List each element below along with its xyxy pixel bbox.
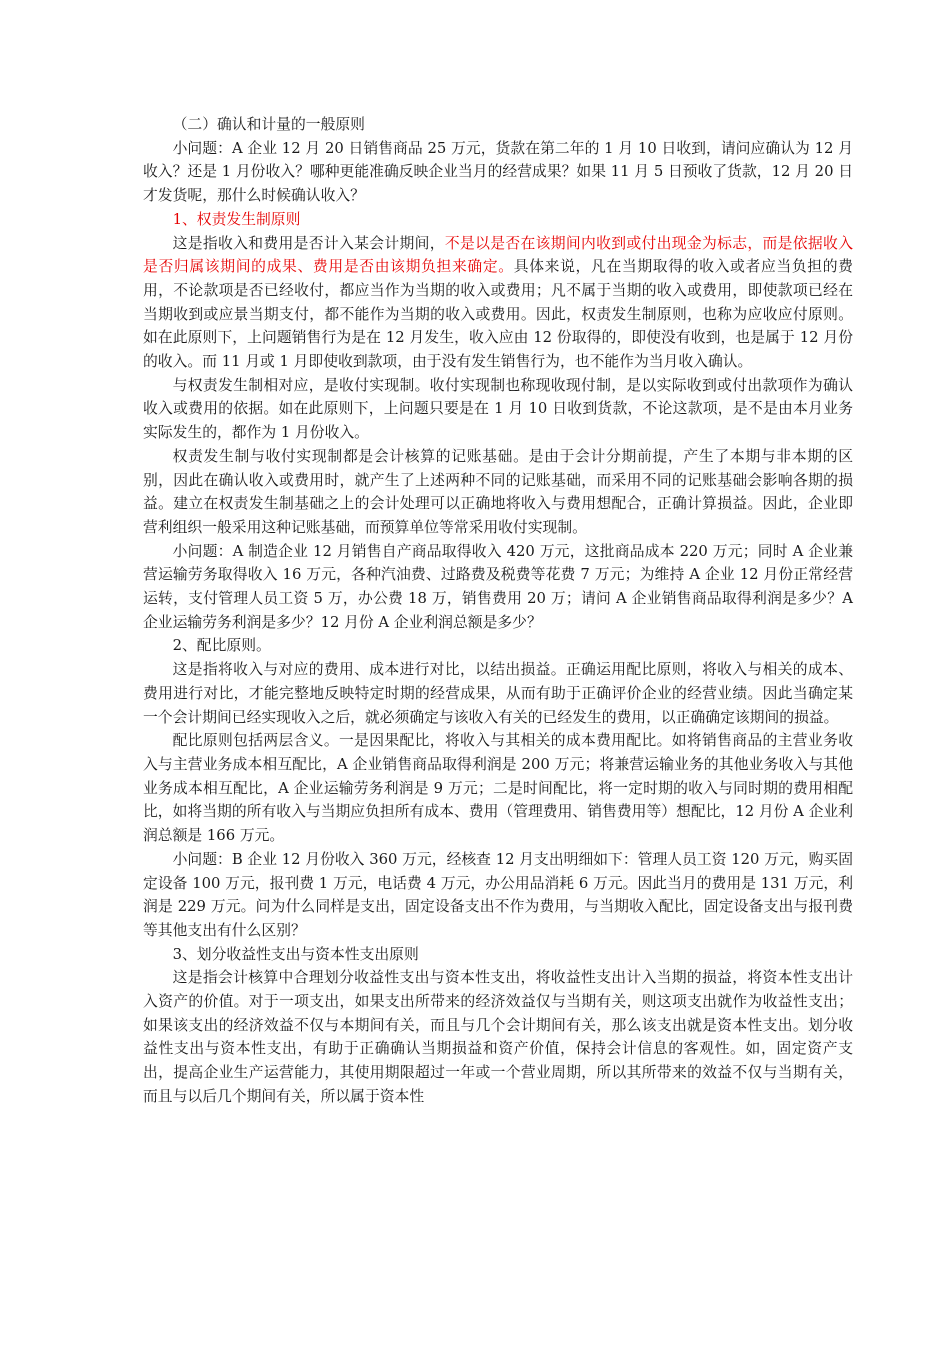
paragraph-matching-meaning: 配比原则包括两层含义。一是因果配比，将收入与其相关的成本费用配比。如将销售商品的主营业务收入与主营业务成本相互配比，A 企业销售商品取得利润是 200 万元；将兼营运输业务的其他业务收入与其他业务成本相互配比，A 企业运输劳务利润是 9 万元；二是时间配比，将一定时期的收入与同时期的费用相配比，如将当期的所有收入与当期应负担所有成本、费用（管理费用、销售费用等）想配比，12 月份 A 企业利润总额是 166 万元。 [143,732,853,845]
question-1: 小问题：A 企业 12 月 20 日销售商品 25 万元，货款在第二年的 1 月 10 日收到，请问应确认为 12 月收入？还是 1 月份收入？哪种更能准确反映企业当月的经营成果？如果 11 月 5 日预收了货款，12 月 20 日才发货呢，那什么时候确认收入？ [143,139,853,205]
section-title: （二）确认和计量的一般原则 [172,116,365,133]
paragraph-bookkeeping-basis: 权责发生制与收付实现制都是会计核算的记账基础。是由于会计分期前提，产生了本期与非本期的区别，因此在确认收入或费用时，就产生了上述两种不同的记账基础，而采用不同的记账基础会影响各期的损益。建立在权责发生制基础之上的会计处理可以正确地将收入与费用想配合，正确计算损益。因此，企业即营利组织一般采用这种记账基础，而预算单位等常采用收付实现制。 [143,447,853,536]
heading-matching-principle: 2、配比原则。 [172,637,271,655]
paragraph-accrual-detail: 具体来说，凡在当期取得的收入或者应当负担的费用，不论款项是否已经收付，都应当作为当期的收入或费用；凡不属于当期的收入或费用，即使款项已经在当期收到或应景当期支付，都不能作为当期的收入或费用。因此，权责发生制原则，也称为应收应付原则。如在此原则下，上问题销售行为是在 12 月发生，收入应由 12 份取得的，即使没有收到，也是属于 12 月份的收入。而 11 月或 1 月即使收到款项，由于没有发生销售行为，也不能作为当月收入确认。 [143,258,853,371]
highlighted-definition: 不是以是否在该期间内收到或付出现金为标志，而是依据收入是否归属该期间的成果、费用是否由该期负担来确定。 [143,234,853,276]
paragraph-expenditure-definition: 这是指会计核算中合理划分收益性支出与资本性支出，将收益性支出计入当期的损益，将资本性支出计入资产的价值。对于一项支出，如果支出所带来的经济效益仅与当期有关，则这项支出就作为收益性支出；如果该支出的经济效益不仅与本期间有关，而且与几个会计期间有关，那么该支出就是资本性支出。划分收益性支出与资本性支出，有助于正确确认当期损益和资产价值，保持会计信息的客观性。如，固定资产支出，提高企业生产运营能力，其使用期限超过一年或一个营业周期，所以其所带来的效益不仅与当期有关，而且与以后几个期间有关，所以属于资本性 [143,969,853,1105]
question-2: 小问题：A 制造企业 12 月销售自产商品取得收入 420 万元，这批商品成本 220 万元；同时 A 企业兼营运输劳务取得收入 16 万元，各种汽油费、过路费及税费等花费 7 万元；为维持 A 企业 12 月份正常经营运转，支付管理人员工资 5 万，办公费 18 万，销售费用 20 万；请问 A 企业销售商品取得利润是多少？A 企业运输劳务利润是多少？12 月份 A 企业利润总额是多少？ [143,542,853,631]
heading-accrual-basis: 1、权责发生制原则 [172,210,301,228]
question-3: 小问题：B 企业 12 月份收入 360 万元，经核查 12 月支出明细如下：管理人员工资 120 万元，购买固定设备 100 万元，报刊费 1 万元，电话费 4 万元，办公用品消耗 6 万元。因此当月的费用是 131 万元，利润是 229 万元。问为什么同样是支出，固定设备支出不作为费用，与当期收入配比，固定设备支出与报刊费等其他支出有什么区别？ [143,850,853,939]
paragraph-accrual-definition [143,232,853,374]
paragraph-matching-definition: 这是指将收入与对应的费用、成本进行对比，以结出损益。正确运用配比原则，将收入与相关的成本、费用进行对比，才能完整地反映特定时期的经营成果，从而有助于正确评价企业的经营业绩。因此当确定某一个会计期间已经实现收入之后，就必须确定与该收入有关的已经发生的费用，以正确确定该期间的损益。 [143,661,853,726]
heading-expenditure-principle: 3、划分收益性支出与资本性支出原则 [172,945,419,963]
paragraph-accrual-intro: 这是指收入和费用是否计入某会计期间， [172,234,445,252]
paragraph-cash-basis: 与权责发生制相对应，是收付实现制。收付实现制也称现收现付制，是以实际收到或付出款项作为确认收入或费用的依据。如在此原则下，上问题只要是在 1 月 10 日收到货款，不论这款项，是不是由本月业务实际发生的，都作为 1 月份收入。 [143,376,853,442]
document-body [143,113,853,1109]
